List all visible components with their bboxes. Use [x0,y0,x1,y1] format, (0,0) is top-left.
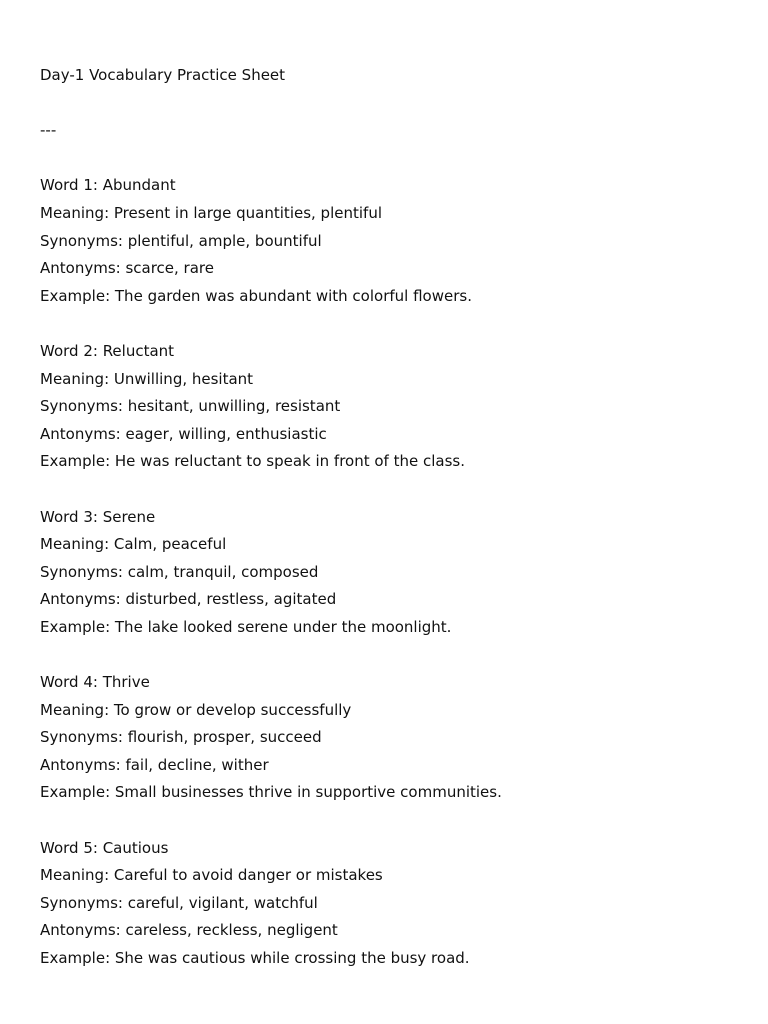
word-antonyms: Antonyms: careless, reckless, negligent [40,921,338,940]
word-heading: Word 3: Serene [40,507,156,526]
word-antonyms: Antonyms: fail, decline, wither [40,755,269,774]
word-heading: Word 5: Cautious [40,838,169,857]
word-heading: Word 1: Abundant [40,176,176,195]
vocabulary-sheet [40,62,740,973]
spacer [40,90,740,118]
separator: --- [40,121,57,140]
word-entry-5 [40,835,740,973]
word-meaning: Meaning: Present in large quantities, plentiful [40,203,382,222]
spacer [40,641,740,669]
word-synonyms: Synonyms: flourish, prosper, succeed [40,728,322,747]
word-example: Example: The garden was abundant with colorful flowers. [40,286,472,305]
word-antonyms: Antonyms: eager, willing, enthusiastic [40,424,327,443]
word-synonyms: Synonyms: careful, vigilant, watchful [40,893,318,912]
word-antonyms: Antonyms: disturbed, restless, agitated [40,590,337,609]
word-example: Example: He was reluctant to speak in front of the class. [40,452,465,471]
word-meaning: Meaning: To grow or develop successfully [40,700,352,719]
sheet-title: Day-1 Vocabulary Practice Sheet [40,66,286,84]
word-entry-2 [40,338,740,476]
spacer [40,145,740,173]
word-entry-1 [40,172,740,310]
word-antonyms: Antonyms: scarce, rare [40,259,214,278]
spacer [40,807,740,835]
word-entry-3 [40,504,740,642]
word-meaning: Meaning: Unwilling, hesitant [40,369,254,388]
word-entry-4 [40,669,740,807]
spacer [40,476,740,504]
word-meaning: Meaning: Careful to avoid danger or mistakes [40,866,383,885]
spacer [40,310,740,338]
word-heading: Word 2: Reluctant [40,341,175,360]
word-heading: Word 4: Thrive [40,673,150,692]
word-example: Example: Small businesses thrive in supportive communities. [40,783,502,802]
word-example: Example: She was cautious while crossing the busy road. [40,949,470,967]
word-example: Example: The lake looked serene under the moonlight. [40,617,452,636]
word-meaning: Meaning: Calm, peaceful [40,535,227,554]
word-synonyms: Synonyms: plentiful, ample, bountiful [40,231,322,250]
word-synonyms: Synonyms: hesitant, unwilling, resistant [40,397,341,416]
word-synonyms: Synonyms: calm, tranquil, composed [40,562,319,581]
